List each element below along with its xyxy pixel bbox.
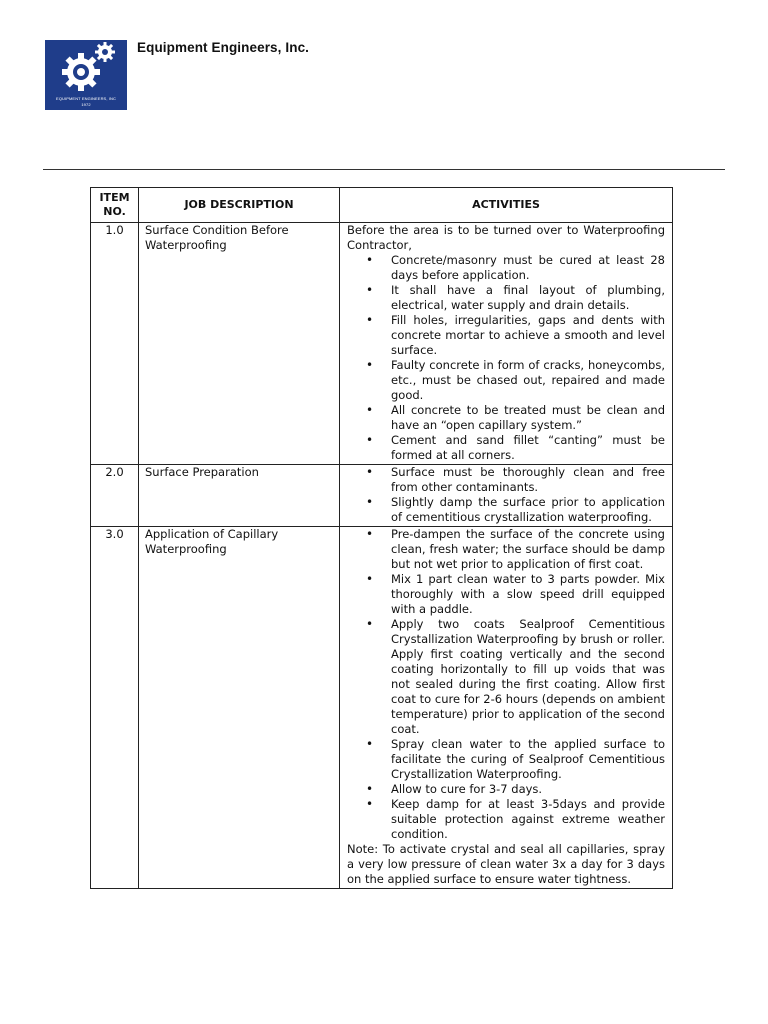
activities-note: Note: To activate crystal and seal all capillaries, spray a very low pressure of clean water 3x a day for 3 days on the applied surface to ensure water tightness. [347, 842, 665, 886]
activity-item: • Keep damp for at least 3-5days and provide suitable protection against extreme weather condition. [391, 797, 665, 842]
activity-item: • Allow to cure for 3-7 days. [391, 782, 665, 797]
activities-cell [340, 527, 673, 889]
activity-item: • All concrete to be treated must be clean and have an “open capillary system.” [391, 403, 665, 433]
header-divider [43, 169, 725, 170]
activity-item: • Cement and sand fillet “canting” must be formed at all corners. [391, 433, 665, 463]
item-number: 1.0 [91, 223, 139, 465]
column-header-item-no: ITEM NO. [91, 188, 139, 223]
table-row [91, 223, 673, 465]
gear-icon [45, 40, 127, 96]
table-row [91, 465, 673, 527]
job-description: Surface Condition Before Waterproofing [139, 223, 340, 465]
logo-caption: EQUIPMENT ENGINEERS, INC [56, 96, 116, 101]
activities-list [347, 253, 665, 463]
activity-item: • Faulty concrete in form of cracks, honeycombs, etc., must be chased out, repaired and made good. [391, 358, 665, 403]
activity-item: • Slightly damp the surface prior to application of cementitious crystallization waterproofing. [391, 495, 665, 525]
specification-table [90, 187, 673, 889]
company-logo [45, 40, 127, 110]
table-header-row [91, 188, 673, 223]
company-name: Equipment Engineers, Inc. [137, 40, 310, 55]
activity-item: • Fill holes, irregularities, gaps and dents with concrete mortar to achieve a smooth and level surface. [391, 313, 665, 358]
activities-cell [340, 223, 673, 465]
column-header-activities: ACTIVITIES [340, 188, 673, 223]
activities-intro: Before the area is to be turned over to Waterproofing Contractor, [347, 223, 665, 252]
activity-item: • Concrete/masonry must be cured at least 28 days before application. [391, 253, 665, 283]
activity-item: • Pre-dampen the surface of the concrete using clean, fresh water; the surface should be damp but not wet prior to application of first coat. [391, 527, 665, 572]
item-number: 3.0 [91, 527, 139, 889]
item-number: 2.0 [91, 465, 139, 527]
activity-item: • Spray clean water to the applied surface to facilitate the curing of Sealproof Cementitious Crystallization Waterproofing. [391, 737, 665, 782]
activity-item: • It shall have a final layout of plumbing, electrical, water supply and drain details. [391, 283, 665, 313]
column-header-job-description: JOB DESCRIPTION [139, 188, 340, 223]
job-description: Application of Capillary Waterproofing [139, 527, 340, 889]
activities-list [347, 527, 665, 842]
activity-item: • Mix 1 part clean water to 3 parts powder. Mix thoroughly with a slow speed drill equipped with a paddle. [391, 572, 665, 617]
activity-item: • Apply two coats Sealproof Cementitious Crystallization Waterproofing by brush or roller. Apply first coating vertically and the second coating horizontally to fill up voids that was not sealed during the first coating. Allow first coat to cure for 2-6 hours (depends on ambient temperature) prior to application of the second coat. [391, 617, 665, 737]
table-row [91, 527, 673, 889]
logo-year: 1972 [81, 102, 91, 107]
activities-cell [340, 465, 673, 527]
activities-list [347, 465, 665, 525]
activity-item: • Surface must be thoroughly clean and free from other contaminants. [391, 465, 665, 495]
job-description: Surface Preparation [139, 465, 340, 527]
